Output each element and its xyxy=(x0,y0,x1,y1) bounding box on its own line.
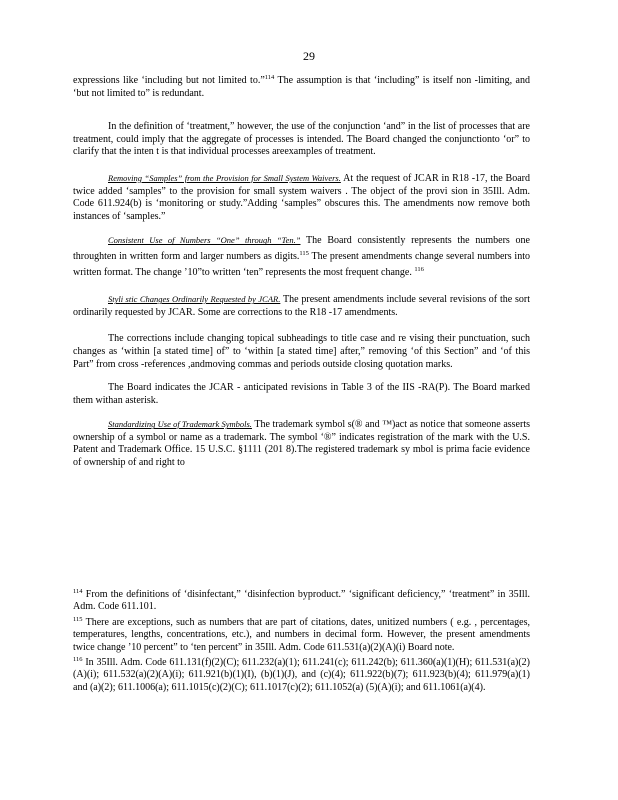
footnote-ref-115: 115 xyxy=(299,249,309,257)
heading-stylistic-changes: Styli stic Changes Ordinarily Requested by JCAR. xyxy=(108,294,281,305)
heading-removing-samples: Removing “Samples” from the Provision for Small System Waivers. xyxy=(108,172,341,183)
footnote-text: There are exceptions, such as numbers that are part of citations, dates, unitized numbers ( e.g. , percentages, temperatures, lengths, concentrations, etc.), and numbers in decimal form. However, the present amendments twice change ’10 percent” to ‘ten percent” in 35Ill. Adm. Code 611.531(a)(2)(A)(i) Board note. xyxy=(73,616,530,653)
para5-text: The present amendments include several revisions of the sort ordinarily requested by JCAR. Some are corrections to the R18 -17 amendments. xyxy=(73,294,530,318)
footnote-text: In 35Ill. Adm. Code 611.131(f)(2)(C); 611.232(a)(1); 611.241(c); 611.242(b); 611.360(a)(1)(H); 611.531(a)(2)(A)(i); 611.532(a)(2)(A)(i); 611.921(b)(1)(I), (b)(1)(J), and (c)(4); 611.922(b)(7); 611.923(b)(4); 611.979(a)(1) and (a)(2); 611.1006(a); 611.1015(c)(2)(C); 611.1017(c)(2); 611.1052(a) (5)(A)(i); and 611.1061(a)(4). xyxy=(73,657,530,693)
footnotes xyxy=(73,586,530,694)
footnote-text: From the definitions of ‘disinfectant,” ‘disinfection byproduct.” ‘significant deficiency,” ‘treatment” in 35Ill. Adm. Code 611.101. xyxy=(73,589,530,613)
footnote-ref-114: 114 xyxy=(264,74,275,81)
paragraph-8 xyxy=(73,418,530,469)
paragraph-5 xyxy=(73,293,530,319)
footnote-ref-116: 116 xyxy=(414,265,424,273)
body-text xyxy=(73,72,530,470)
para3-text: At the request of JCAR in R18 -17, the Board twice added ‘samples” to the provision for small system waivers . The object of the provi sion in 35Ill. Adm. Code 611.924(b) is ‘monitoring or study.”Adding ‘samples” obscures this. The amendments now remove both instances of ‘samples.” xyxy=(73,172,530,222)
footnote-115 xyxy=(73,614,530,654)
para8-text: The trademark symbol s(® and ™)act as notice that someone asserts ownership of a symbol or name as a trademark. The symbol ‘®” indicates registration of the mark with the U.S. Patent and Trademark Office. 15 U.S.C. §1111 (201 8).The registered trademark sy mbol is prima facie evidence of ownership of and right to xyxy=(73,419,530,469)
para4-text-a: The Board consistently represents the numbers one throughten in written form and larger numbers as digits. xyxy=(73,235,530,262)
paragraph-6: The corrections include changing topical subheadings to title case and re vising their punctuation, such changes as ‘within [a stated time] of” to ‘within [a stated time] after,” removing ‘of this Section” and ‘of this Part” from cross -references ,andmoving commas and periods outside closing quotation marks. xyxy=(73,333,530,370)
footnote-number: 115 xyxy=(73,615,83,623)
paragraph-1 xyxy=(73,72,530,100)
heading-consistent-numbers: Consistent Use of Numbers “One” through “Ten.” xyxy=(108,235,301,246)
heading-trademark-symbols: Standardizing Use of Trademark Symbols. xyxy=(108,419,252,430)
footnote-number: 114 xyxy=(73,588,83,595)
paragraph-3 xyxy=(73,172,530,223)
paragraph-7: The Board indicates the JCAR - anticipated revisions in Table 3 of the IIS -RA(P). The Board marked them withan asterisk. xyxy=(73,382,530,406)
para1-text-b: The assumption is that ‘including” is itself non -limiting, and ‘but not limited to” is redundant. xyxy=(73,75,530,99)
para4-text-b: The present amendments change several numbers into written format. The change ’10”to written ‘ten” represents the most frequent change. xyxy=(73,250,530,278)
paragraph-4 xyxy=(73,234,530,279)
footnote-116 xyxy=(73,654,530,694)
para1-text-a: expressions like ‘including but not limited to.” xyxy=(73,75,265,86)
paragraph-2: In the definition of ‘treatment,” however, the use of the conjunction ‘and” in the list of processes that are treatment, could imply that the aggregate of processes is intended. The Board changed the conjunctionto ‘or” to clarify that the inten t is that individual processes areexamples of treatment. xyxy=(73,121,530,158)
footnote-114 xyxy=(73,586,530,614)
page-number: 29 xyxy=(303,49,315,63)
footnote-number: 116 xyxy=(73,656,83,664)
